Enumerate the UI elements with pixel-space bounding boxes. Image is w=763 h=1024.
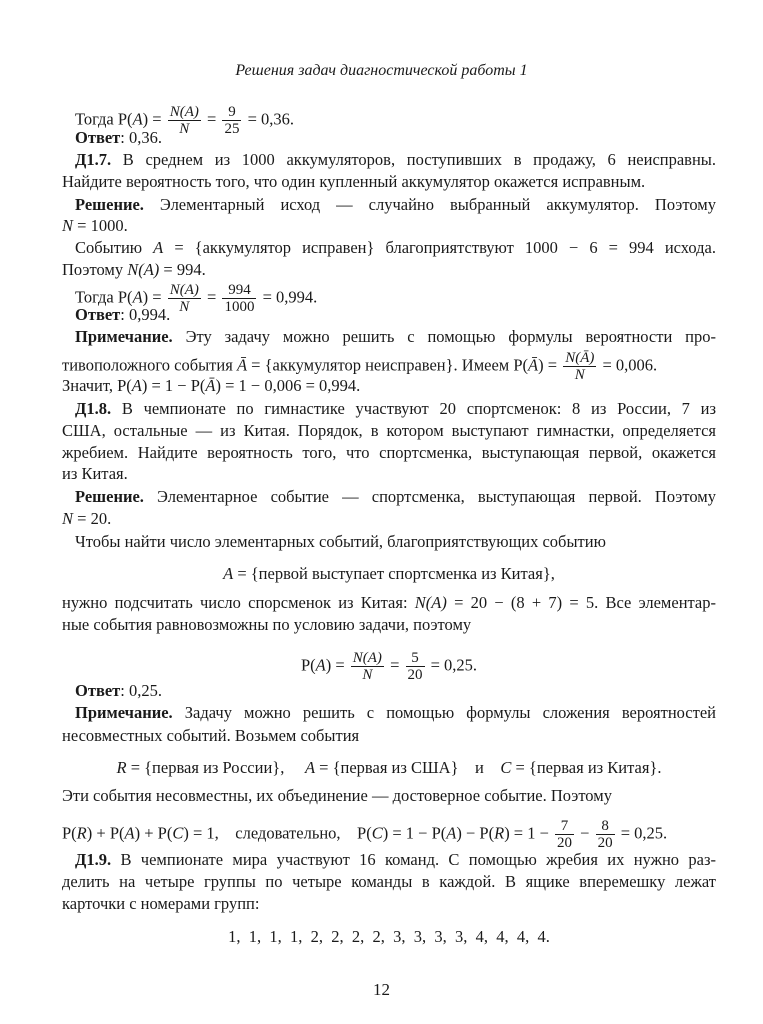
text-run: = 994.: [159, 260, 206, 279]
numerator: 8: [596, 818, 615, 835]
text-line: [62, 615, 716, 635]
math-variable: A: [131, 376, 142, 395]
math-variable: C: [500, 758, 512, 777]
denominator: N: [574, 367, 585, 383]
text-line: [62, 150, 716, 170]
text-line: [62, 894, 716, 914]
text-run: = 0,36.: [243, 109, 295, 129]
text-run: ) =: [142, 109, 166, 129]
text-line: [62, 260, 716, 280]
text-line: [62, 726, 716, 746]
text-run: P(: [62, 823, 77, 843]
bold-label: Примечание.: [75, 327, 173, 346]
fraction: [406, 650, 425, 683]
fraction: [555, 818, 574, 851]
math-variable: N(A): [127, 260, 160, 279]
text-run: = 0,25.: [616, 823, 668, 843]
text-line: [62, 128, 716, 148]
text-run: =: [202, 287, 221, 307]
fraction: [596, 818, 615, 851]
text-run: ) = 1, следовательно, P(: [183, 823, 372, 843]
text-line: [62, 786, 716, 806]
text-run: = {первая из Китая}.: [511, 758, 662, 777]
text-line: [62, 443, 716, 463]
text-run: Значит, P(: [62, 376, 132, 395]
text-run: = {первой выступает спортсменка из Китая},: [233, 564, 555, 583]
denominator: 20: [407, 667, 423, 683]
numerator: N(Ā): [565, 350, 595, 366]
text-line: [62, 376, 716, 396]
text-line: [62, 564, 716, 584]
text-line: [62, 305, 716, 325]
text-run: −: [576, 823, 594, 843]
denominator: N: [362, 667, 373, 683]
text-run: : 0,36.: [120, 128, 162, 147]
math-variable: N: [62, 509, 74, 528]
text-run: Тогда P(: [75, 109, 133, 129]
bold-label: Ответ: [75, 305, 121, 324]
text-line: [62, 509, 716, 529]
text-run: нужно подсчитать число спорсменок из Китая:: [62, 593, 415, 612]
text-run: = 0,006.: [598, 355, 658, 375]
text-run: P(: [300, 655, 316, 675]
math-variable: R: [494, 823, 505, 843]
text-line: [62, 195, 716, 215]
denominator: 20: [557, 835, 573, 851]
text-line: [62, 238, 716, 258]
math-variable: R: [116, 758, 127, 777]
text-line: [62, 872, 716, 892]
text-run: Элементарное событие — спортсменка, выступающая первой. Поэтому: [143, 487, 716, 506]
text-run: ) =: [538, 355, 562, 375]
text-run: несовместных событий. Возьмем события: [62, 726, 360, 745]
text-run: ) = 1 − P(: [141, 376, 206, 395]
math-variable: A: [446, 823, 457, 843]
text-run: = 20 − (8 + 7) = 5. Все элементар-: [446, 593, 717, 612]
bold-label: Примечание.: [75, 703, 173, 722]
text-run: = 0,994.: [258, 287, 318, 307]
text-run: = 20.: [73, 509, 112, 528]
text-run: = {аккумулятор исправен} благоприятствуют 1000 − 6 = 994 исхода.: [163, 238, 716, 257]
numerator: 5: [406, 650, 425, 667]
text-run: Событию: [75, 238, 154, 257]
text-run: =: [385, 655, 404, 675]
text-run: ные события равновозможны по условию задачи, поэтому: [62, 615, 472, 634]
math-variable: A: [153, 238, 164, 257]
text-line: [62, 927, 716, 947]
math-variable: N: [62, 216, 74, 235]
text-line: [62, 172, 716, 192]
numerator: N(A): [352, 650, 382, 666]
text-line: [62, 650, 716, 683]
text-line: [62, 818, 716, 851]
math-variable: A: [124, 823, 135, 843]
denominator: 20: [597, 835, 613, 851]
text-run: В среднем из 1000 аккумуляторов, поступивших в продажу, 6 неисправны.: [111, 150, 716, 169]
text-run: ) =: [142, 287, 166, 307]
text-run: тивоположного события: [62, 355, 237, 375]
bold-label: Решение.: [75, 195, 144, 214]
denominator: N: [179, 121, 190, 137]
text-run: Найдите вероятность того, что один купленный аккумулятор окажется исправным.: [62, 172, 646, 191]
text-run: ) − P(: [456, 823, 495, 843]
running-header: Решения задач диагностической работы 1: [235, 62, 528, 79]
text-line: [62, 593, 716, 613]
math-variable: A: [132, 109, 143, 129]
text-line: [62, 703, 716, 723]
math-variable: A: [304, 758, 316, 777]
text-run: жребием. Найдите вероятность того, что спортсменка, выступающая первой, окажется: [62, 443, 716, 462]
text-run: = {аккумулятор неисправен}. Имеем P(: [247, 355, 529, 375]
text-run: =: [202, 109, 221, 129]
bold-label: Решение.: [75, 487, 144, 506]
text-line: [62, 487, 716, 507]
text-run: В чемпионате по гимнастике участвуют 20 спортсменок: 8 из России, 7 из: [111, 399, 716, 418]
text-run: Элементарный исход — случайно выбранный аккумулятор. Поэтому: [143, 195, 716, 214]
text-run: Эти события несовместны, их объединение — достоверное событие. Поэтому: [62, 786, 612, 805]
text-run: Поэтому: [62, 260, 128, 279]
numerator: N(A): [169, 282, 199, 298]
text-line: [62, 421, 716, 441]
text-run: ) = 1 − 0,006 = 0,994.: [215, 376, 361, 395]
math-variable: Ā: [528, 355, 539, 375]
bold-label: Д1.8.: [75, 399, 112, 418]
math-variable: A: [223, 564, 234, 583]
text-run: = 1000.: [73, 216, 128, 235]
denominator: 1000: [224, 299, 255, 315]
text-line: [62, 464, 716, 484]
numerator: 994: [222, 282, 256, 299]
text-run: = {первая из России},: [126, 758, 305, 777]
text-run: Эту задачу можно решить с помощью формулы вероятности про-: [172, 327, 716, 346]
text-run: : 0,25.: [120, 681, 162, 700]
text-run: карточки с номерами групп:: [62, 894, 260, 913]
math-variable: Ā: [236, 355, 248, 375]
bold-label: Ответ: [75, 681, 121, 700]
text-line: [62, 850, 716, 870]
text-run: = 0,25.: [426, 655, 478, 675]
math-variable: N(A): [414, 593, 447, 612]
denominator: N: [179, 299, 190, 315]
bold-label: Ответ: [75, 128, 121, 147]
text-line: [62, 681, 716, 701]
text-run: 1, 1, 1, 1, 2, 2, 2, 2, 3, 3, 3, 3, 4, 4, 4, 4.: [228, 927, 550, 946]
denominator: 25: [224, 121, 240, 137]
math-variable: R: [76, 823, 87, 843]
text-run: Чтобы найти число элементарных событий, благоприятствующих событию: [75, 532, 606, 551]
text-run: В чемпионате мира участвуют 16 команд. С помощью жребия их нужно раз-: [111, 850, 716, 869]
text-run: ) =: [325, 655, 349, 675]
numerator: 7: [555, 818, 574, 835]
text-line: [62, 216, 716, 236]
text-run: США, остальные — из Китая. Порядок, в котором выступают гимнастки, определяется: [62, 421, 716, 440]
text-line: [62, 758, 716, 778]
numerator: 9: [222, 104, 241, 121]
fraction: [351, 650, 384, 683]
text-run: Задачу можно решить с помощью формулы сложения вероятностей: [172, 703, 716, 722]
text-run: ) = 1 − P(: [382, 823, 447, 843]
text-run: ) + P(: [86, 823, 125, 843]
math-variable: A: [315, 655, 326, 675]
text-line: [62, 399, 716, 419]
math-variable: C: [371, 823, 383, 843]
math-variable: C: [172, 823, 184, 843]
bold-label: Д1.7.: [75, 150, 112, 169]
bold-label: Д1.9.: [75, 850, 112, 869]
text-run: ) + P(: [134, 823, 173, 843]
text-run: ) = 1 −: [504, 823, 554, 843]
text-run: из Китая.: [62, 464, 128, 483]
text-run: делить на четыре группы по четыре команды в каждой. В ящике вперемешку лежат: [62, 872, 716, 891]
page-number: 12: [373, 980, 390, 999]
math-variable: Ā: [205, 376, 216, 395]
text-run: : 0,994.: [120, 305, 171, 324]
text-run: Тогда P(: [75, 287, 133, 307]
math-variable: A: [132, 287, 143, 307]
text-line: [62, 532, 716, 552]
text-run: = {первая из США} и: [315, 758, 501, 777]
numerator: N(A): [169, 104, 199, 120]
text-line: [62, 327, 716, 347]
